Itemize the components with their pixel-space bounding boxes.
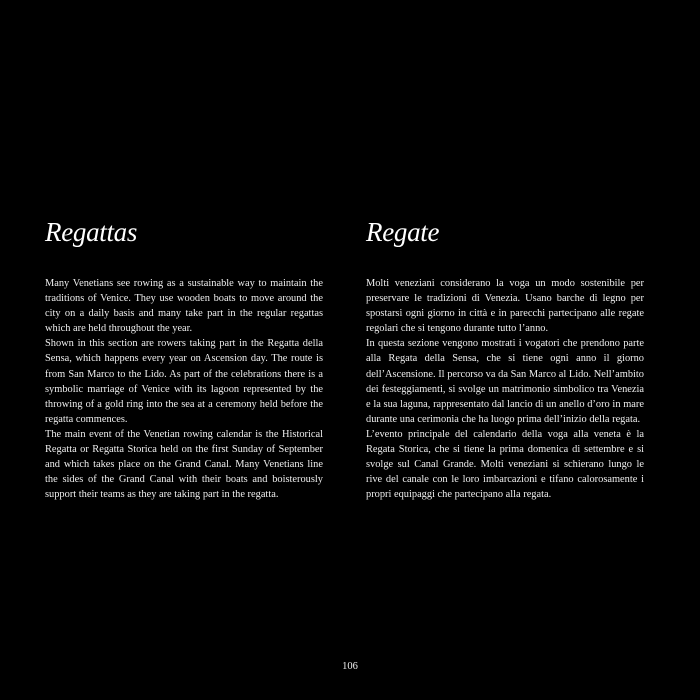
english-title: Regattas <box>45 217 138 247</box>
italian-paragraph-2: In questa sezione vengono mostrati i vogatori che prendono parte alla Regata della Sensa, che si tiene ogni anno il giorno dell’Ascensione. Il percorso va da San Marco al Lido. Nell’ambito dei festeggiamenti, si svolge un matrimonio simbolico tra Venezia e la sua laguna, rappresentato dal lancio di un anello d’oro in mare durante una cerimonia che ha luogo prima dell’inizio della regata. <box>366 338 644 425</box>
english-body <box>45 276 323 502</box>
page-number: 106 <box>342 661 358 672</box>
english-paragraph-2: Shown in this section are rowers taking part in the Regatta della Sensa, which happens every year on Ascension day. The route is from San Marco to the Lido. As part of the celebrations there is a symbolic marriage of Venice with its lagoon represented by the throwing of a gold ring into the sea at a ceremony held before the regatta commences. <box>45 338 323 425</box>
italian-column <box>366 214 644 502</box>
italian-title: Regate <box>366 217 440 247</box>
english-paragraph-3: The main event of the Venetian rowing calendar is the Historical Regatta or Regatta Storica held on the first Sunday of September and which takes place on the Grand Canal. Many Venetians line the sides of the Grand Canal with their boats and boisterously support their teams as they are taking part in the regatta. <box>45 428 323 501</box>
english-paragraph-1: Many Venetians see rowing as a sustainable way to maintain the traditions of Venice. They use wooden boats to move around the city on a daily basis and many take part in the regular regattas which are held throughout the year. <box>45 278 323 335</box>
english-column <box>45 214 323 502</box>
italian-paragraph-3: L’evento principale del calendario della voga alla veneta è la Regata Storica, che si tiene la prima domenica di settembre e si svolge sul Canal Grande. Molti veneziani si schierano lungo le rive del canale con le loro imbarcazioni e tifano calorosamente i propri equipaggi che partecipano alla regata. <box>366 428 644 501</box>
italian-body <box>366 276 644 502</box>
italian-paragraph-1: Molti veneziani considerano la voga un modo sostenibile per preservare le tradizioni di Venezia. Usano barche di legno per spostarsi ogni giorno in città e in parecchi partecipano alle regate regolari che si tengono durante tutto l’anno. <box>366 278 644 335</box>
